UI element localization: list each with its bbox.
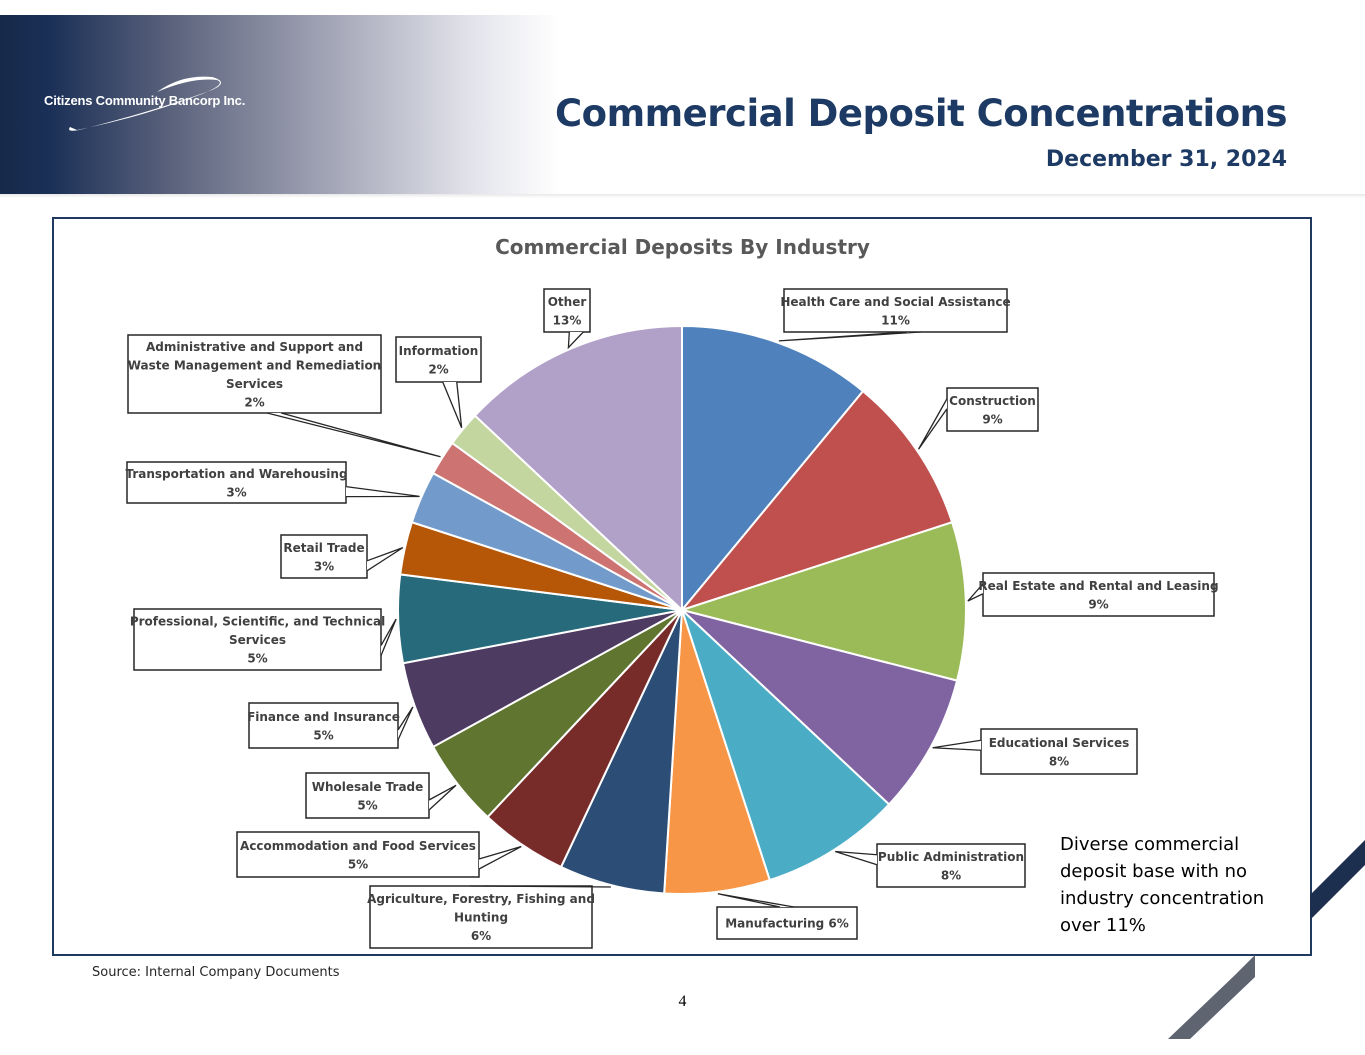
slice-label-text: 5% — [347, 857, 369, 872]
callout-pointer — [835, 851, 877, 864]
slice-label-text: 5% — [313, 728, 334, 743]
page-title: Commercial Deposit Concentrations — [555, 92, 1287, 135]
slice-label — [128, 335, 441, 457]
slice-label — [968, 573, 1219, 616]
slice-label-text: Educational Services — [988, 735, 1130, 750]
slice-label-text: Finance and Insurance — [247, 709, 400, 724]
slice-label-text: Public Administration — [877, 849, 1025, 864]
slice-label-text: 3% — [313, 559, 335, 574]
slice-label — [247, 703, 413, 748]
summary-note: Diverse commercial deposit base with no industry concentration over 11% — [1060, 834, 1265, 936]
slice-label-text: Services — [228, 633, 287, 647]
callout-pointer — [779, 332, 921, 341]
callout-pointer — [367, 548, 403, 571]
source-footnote: Source: Internal Company Documents — [92, 965, 340, 980]
slice-label — [125, 462, 419, 503]
slice-label-text: 11% — [881, 313, 910, 328]
slice-label-text: 9% — [1088, 597, 1109, 612]
slice-label — [306, 773, 456, 818]
slice-label-text: Hunting — [453, 910, 509, 925]
slice-label — [367, 886, 611, 948]
corner-decoration — [1160, 835, 1365, 1040]
slice-label-text: Agriculture, Forestry, Fishing and — [367, 892, 595, 906]
slice-label-text: 8% — [1048, 754, 1070, 769]
callout-pointer — [429, 785, 456, 810]
slice-label-text: 2% — [244, 395, 265, 410]
slice-label-text: Wholesale Trade — [311, 779, 424, 794]
slice-label-text: Construction — [949, 393, 1036, 408]
company-logo-text: Citizens Community Bancorp Inc. — [44, 93, 246, 108]
slice-label-text: 6% — [470, 929, 492, 943]
slice-label — [237, 832, 521, 877]
slice-label-text: Services — [225, 376, 284, 391]
slice-label — [281, 535, 403, 578]
slice-label-text: 8% — [940, 868, 962, 883]
slice-label-text: 9% — [982, 412, 1003, 427]
callout-pointer — [919, 399, 947, 449]
slice-label — [544, 289, 590, 348]
slice-label-text: 3% — [226, 485, 247, 500]
slice-label-text: Professional, Scientific, and Technical — [129, 614, 386, 629]
callout-pointer — [346, 487, 420, 497]
slice-label — [919, 388, 1038, 449]
page-subtitle: December 31, 2024 — [1045, 147, 1287, 172]
slice-label — [779, 289, 1011, 341]
slice-label-text: Waste Management and Remediation — [127, 358, 382, 373]
slice-label — [933, 729, 1137, 774]
slice-label — [835, 844, 1025, 887]
slice-label — [396, 337, 481, 428]
slice-label-text: Other — [547, 294, 587, 309]
slice-label-text: 2% — [428, 362, 449, 377]
slice-label-text: Accommodation and Food Services — [240, 838, 476, 853]
slice-label-text: Manufacturing 6% — [725, 916, 849, 931]
callout-pointer — [267, 413, 440, 457]
slice-label-text: Transportation and Warehousing — [125, 466, 348, 481]
slice-label-text: 5% — [357, 798, 378, 813]
callout-pointer — [398, 707, 413, 740]
callout-pointer — [718, 894, 794, 907]
chart-title: Commercial Deposits By Industry — [495, 235, 870, 259]
slice-label — [717, 894, 857, 939]
slice-label-text: Health Care and Social Assistance — [780, 294, 1011, 309]
callout-pointer — [479, 847, 521, 869]
callout-pointer — [443, 382, 462, 428]
callout-pointer — [933, 740, 981, 750]
slice-label-text: Real Estate and Rental and Leasing — [978, 578, 1219, 593]
slice-label-text: Information — [398, 343, 479, 358]
slice-label-text: 5% — [247, 651, 268, 666]
slice-label-text: Administrative and Support and — [145, 339, 364, 354]
slice-label-text: 13% — [552, 313, 582, 328]
slice-label-text: Retail Trade — [283, 540, 365, 555]
slice-label — [130, 609, 396, 670]
page-number: 4 — [678, 993, 687, 1010]
